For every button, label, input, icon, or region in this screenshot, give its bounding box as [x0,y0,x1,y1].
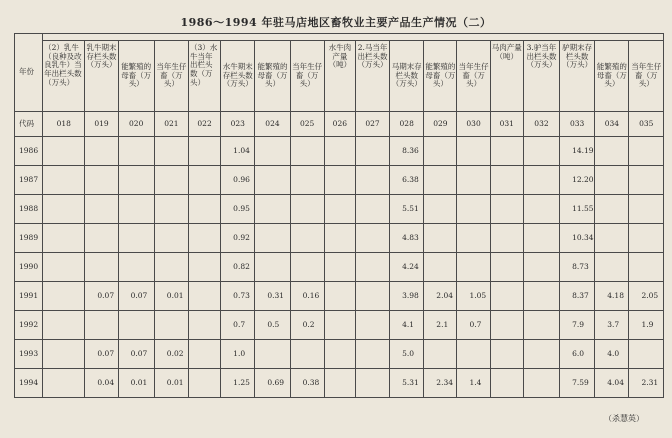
value-cell [424,195,457,224]
value-cell [324,137,355,166]
value-cell [523,369,559,398]
value-cell [523,137,559,166]
year-cell: 1990 [15,253,43,282]
value-cell [118,195,154,224]
value-cell [424,340,457,369]
value-cell [355,369,389,398]
value-cell: 8.73 [560,253,595,282]
value-cell [523,311,559,340]
header-row [15,41,664,112]
table-row [15,340,664,369]
value-cell [85,166,118,195]
value-cell [188,137,220,166]
value-cell: 8.37 [560,282,595,311]
value-cell [490,253,523,282]
value-cell [595,137,629,166]
value-cell: 0.5 [255,311,290,340]
value-cell [43,253,85,282]
code-cell: 034 [595,112,629,137]
year-cell: 1987 [15,166,43,195]
value-cell: 0.38 [290,369,324,398]
value-cell [355,166,389,195]
code-label: 代码 [15,112,43,137]
year-cell: 1993 [15,340,43,369]
code-cell: 032 [523,112,559,137]
value-cell [85,311,118,340]
value-cell [424,224,457,253]
value-cell [523,166,559,195]
value-cell [85,224,118,253]
value-cell [85,253,118,282]
header-top-band [43,34,664,41]
value-cell [490,369,523,398]
value-cell: 0.16 [290,282,324,311]
value-cell [324,195,355,224]
value-cell [154,166,188,195]
value-cell: 4.04 [595,369,629,398]
col-018-header: （2）乳牛（良种及改良乳牛）当年出栏头数（万头） [43,41,85,112]
value-cell [629,224,664,253]
value-cell [255,195,290,224]
year-header: 年份 [15,34,43,112]
value-cell: 1.9 [629,311,664,340]
value-cell: 1.25 [221,369,255,398]
col-024-header: 能繁殖的母畜（万头） [255,41,290,112]
value-cell [188,282,220,311]
value-cell [355,137,389,166]
value-cell: 14.19 [560,137,595,166]
col-033-header: 驴期末存栏头数（万头） [560,41,595,112]
value-cell: 2.34 [424,369,457,398]
code-cell: 024 [255,112,290,137]
code-cell: 021 [154,112,188,137]
value-cell [118,311,154,340]
value-cell: 0.01 [154,282,188,311]
value-cell [188,311,220,340]
value-cell [188,369,220,398]
value-cell [355,195,389,224]
value-cell: 0.31 [255,282,290,311]
table-row [15,224,664,253]
value-cell: 3.7 [595,311,629,340]
value-cell [324,253,355,282]
value-cell [43,195,85,224]
value-cell: 1.4 [457,369,490,398]
col-023-header: 水牛期末存栏头数（万头） [221,41,255,112]
value-cell [523,253,559,282]
code-cell: 029 [424,112,457,137]
value-cell: 0.07 [85,282,118,311]
year-cell: 1989 [15,224,43,253]
code-cell: 027 [355,112,389,137]
value-cell: 4.24 [390,253,424,282]
value-cell: 4.18 [595,282,629,311]
value-cell [523,282,559,311]
year-cell: 1992 [15,311,43,340]
value-cell [595,253,629,282]
value-cell [324,311,355,340]
code-cell: 028 [390,112,424,137]
code-cell: 033 [560,112,595,137]
value-cell [154,253,188,282]
table-row [15,195,664,224]
value-cell [355,311,389,340]
value-cell: 3.98 [390,282,424,311]
value-cell [43,137,85,166]
table-row [15,282,664,311]
value-cell: 0.2 [290,311,324,340]
value-cell [255,224,290,253]
value-cell [490,282,523,311]
value-cell [290,253,324,282]
value-cell [290,340,324,369]
col-032-header: 3.驴当年出栏头数（万头） [523,41,559,112]
value-cell [355,224,389,253]
value-cell: 0.07 [118,282,154,311]
header-spacer-row [15,34,664,41]
livestock-table [14,33,664,398]
value-cell [43,311,85,340]
value-cell [490,340,523,369]
value-cell: 10.34 [560,224,595,253]
code-cell: 030 [457,112,490,137]
value-cell: 0.92 [221,224,255,253]
value-cell: 0.01 [154,369,188,398]
col-025-header: 当年生仔畜（万头） [290,41,324,112]
table-row [15,311,664,340]
col-027-header: 2.马当年出栏头数（万头） [355,41,389,112]
value-cell [457,166,490,195]
value-cell: 7.59 [560,369,595,398]
value-cell [457,340,490,369]
value-cell [255,253,290,282]
value-cell [629,166,664,195]
value-cell [355,340,389,369]
value-cell [629,137,664,166]
value-cell [490,137,523,166]
value-cell: 0.69 [255,369,290,398]
table-row [15,369,664,398]
value-cell [118,137,154,166]
value-cell: 0.73 [221,282,255,311]
col-029-header: 能繁殖的母畜（万头） [424,41,457,112]
value-cell [355,282,389,311]
value-cell: 0.7 [457,311,490,340]
value-cell [85,195,118,224]
value-cell: 1.0 [221,340,255,369]
value-cell [424,137,457,166]
value-cell: 2.1 [424,311,457,340]
code-cell: 019 [85,112,118,137]
value-cell: 0.01 [118,369,154,398]
col-031-header: 马肉产量（吨） [490,41,523,112]
table-row [15,166,664,195]
footer-note: （杀慧英） [604,414,644,423]
year-cell: 1988 [15,195,43,224]
value-cell [490,311,523,340]
value-cell: 2.04 [424,282,457,311]
value-cell [290,195,324,224]
value-cell [154,137,188,166]
value-cell: 11.55 [560,195,595,224]
value-cell [457,224,490,253]
value-cell: 0.07 [85,340,118,369]
year-cell: 1994 [15,369,43,398]
code-cell: 025 [290,112,324,137]
col-026-header: 水牛肉产量（吨） [324,41,355,112]
value-cell [629,195,664,224]
value-cell: 0.82 [221,253,255,282]
year-cell: 1986 [15,137,43,166]
value-cell [523,224,559,253]
value-cell [255,340,290,369]
value-cell [255,137,290,166]
value-cell [188,253,220,282]
value-cell: 0.96 [221,166,255,195]
value-cell [188,195,220,224]
value-cell [490,224,523,253]
code-cell: 022 [188,112,220,137]
code-cell: 020 [118,112,154,137]
value-cell [118,166,154,195]
value-cell: 5.0 [390,340,424,369]
value-cell [424,166,457,195]
code-row [15,112,664,137]
value-cell: 12.20 [560,166,595,195]
value-cell [629,253,664,282]
value-cell [324,166,355,195]
value-cell [595,195,629,224]
value-cell [457,253,490,282]
value-cell [490,166,523,195]
code-cell: 035 [629,112,664,137]
col-028-header: 马期末存栏头数（万头） [390,41,424,112]
value-cell: 5.51 [390,195,424,224]
value-cell [255,166,290,195]
col-021-header: 当年生仔畜（万头） [154,41,188,112]
table-row [15,253,664,282]
code-cell: 026 [324,112,355,137]
value-cell [43,166,85,195]
value-cell: 7.9 [560,311,595,340]
code-cell: 023 [221,112,255,137]
value-cell [457,195,490,224]
col-020-header: 能繁殖的母畜（万头） [118,41,154,112]
col-030-header: 当年生仔畜（万头） [457,41,490,112]
value-cell: 2.31 [629,369,664,398]
value-cell [188,166,220,195]
value-cell [324,340,355,369]
value-cell [629,340,664,369]
value-cell [154,195,188,224]
value-cell [424,253,457,282]
value-cell: 2.05 [629,282,664,311]
value-cell [290,224,324,253]
value-cell [523,340,559,369]
value-cell: 6.0 [560,340,595,369]
value-cell: 4.0 [595,340,629,369]
value-cell [324,282,355,311]
col-035-header: 当年生仔畜（万头） [629,41,664,112]
code-cell: 031 [490,112,523,137]
value-cell [188,340,220,369]
value-cell: 1.05 [457,282,490,311]
value-cell: 1.04 [221,137,255,166]
value-cell: 6.38 [390,166,424,195]
value-cell [355,253,389,282]
value-cell [490,195,523,224]
value-cell: 8.36 [390,137,424,166]
col-034-header: 能繁殖的母畜（万头） [595,41,629,112]
value-cell [595,224,629,253]
value-cell [118,253,154,282]
value-cell [188,224,220,253]
table-row [15,137,664,166]
value-cell [154,311,188,340]
table-title: 1986～1994 年驻马店地区畜牧业主要产品生产情况（二） [180,16,492,29]
value-cell [290,137,324,166]
value-cell: 4.1 [390,311,424,340]
value-cell: 0.04 [85,369,118,398]
value-cell [324,224,355,253]
col-022-header: （3）水牛当年出栏头数（万头） [188,41,220,112]
value-cell [85,137,118,166]
value-cell: 0.07 [118,340,154,369]
value-cell [523,195,559,224]
value-cell: 0.02 [154,340,188,369]
value-cell [324,369,355,398]
value-cell [43,340,85,369]
value-cell: 0.95 [221,195,255,224]
value-cell: 0.7 [221,311,255,340]
code-cell: 018 [43,112,85,137]
value-cell [43,282,85,311]
col-019-header: 乳牛期末存栏头数（万头） [85,41,118,112]
year-cell: 1991 [15,282,43,311]
value-cell [154,224,188,253]
value-cell [118,224,154,253]
value-cell: 5.31 [390,369,424,398]
value-cell: 4.83 [390,224,424,253]
value-cell [290,166,324,195]
value-cell [43,369,85,398]
value-cell [595,166,629,195]
value-cell [457,137,490,166]
value-cell [43,224,85,253]
